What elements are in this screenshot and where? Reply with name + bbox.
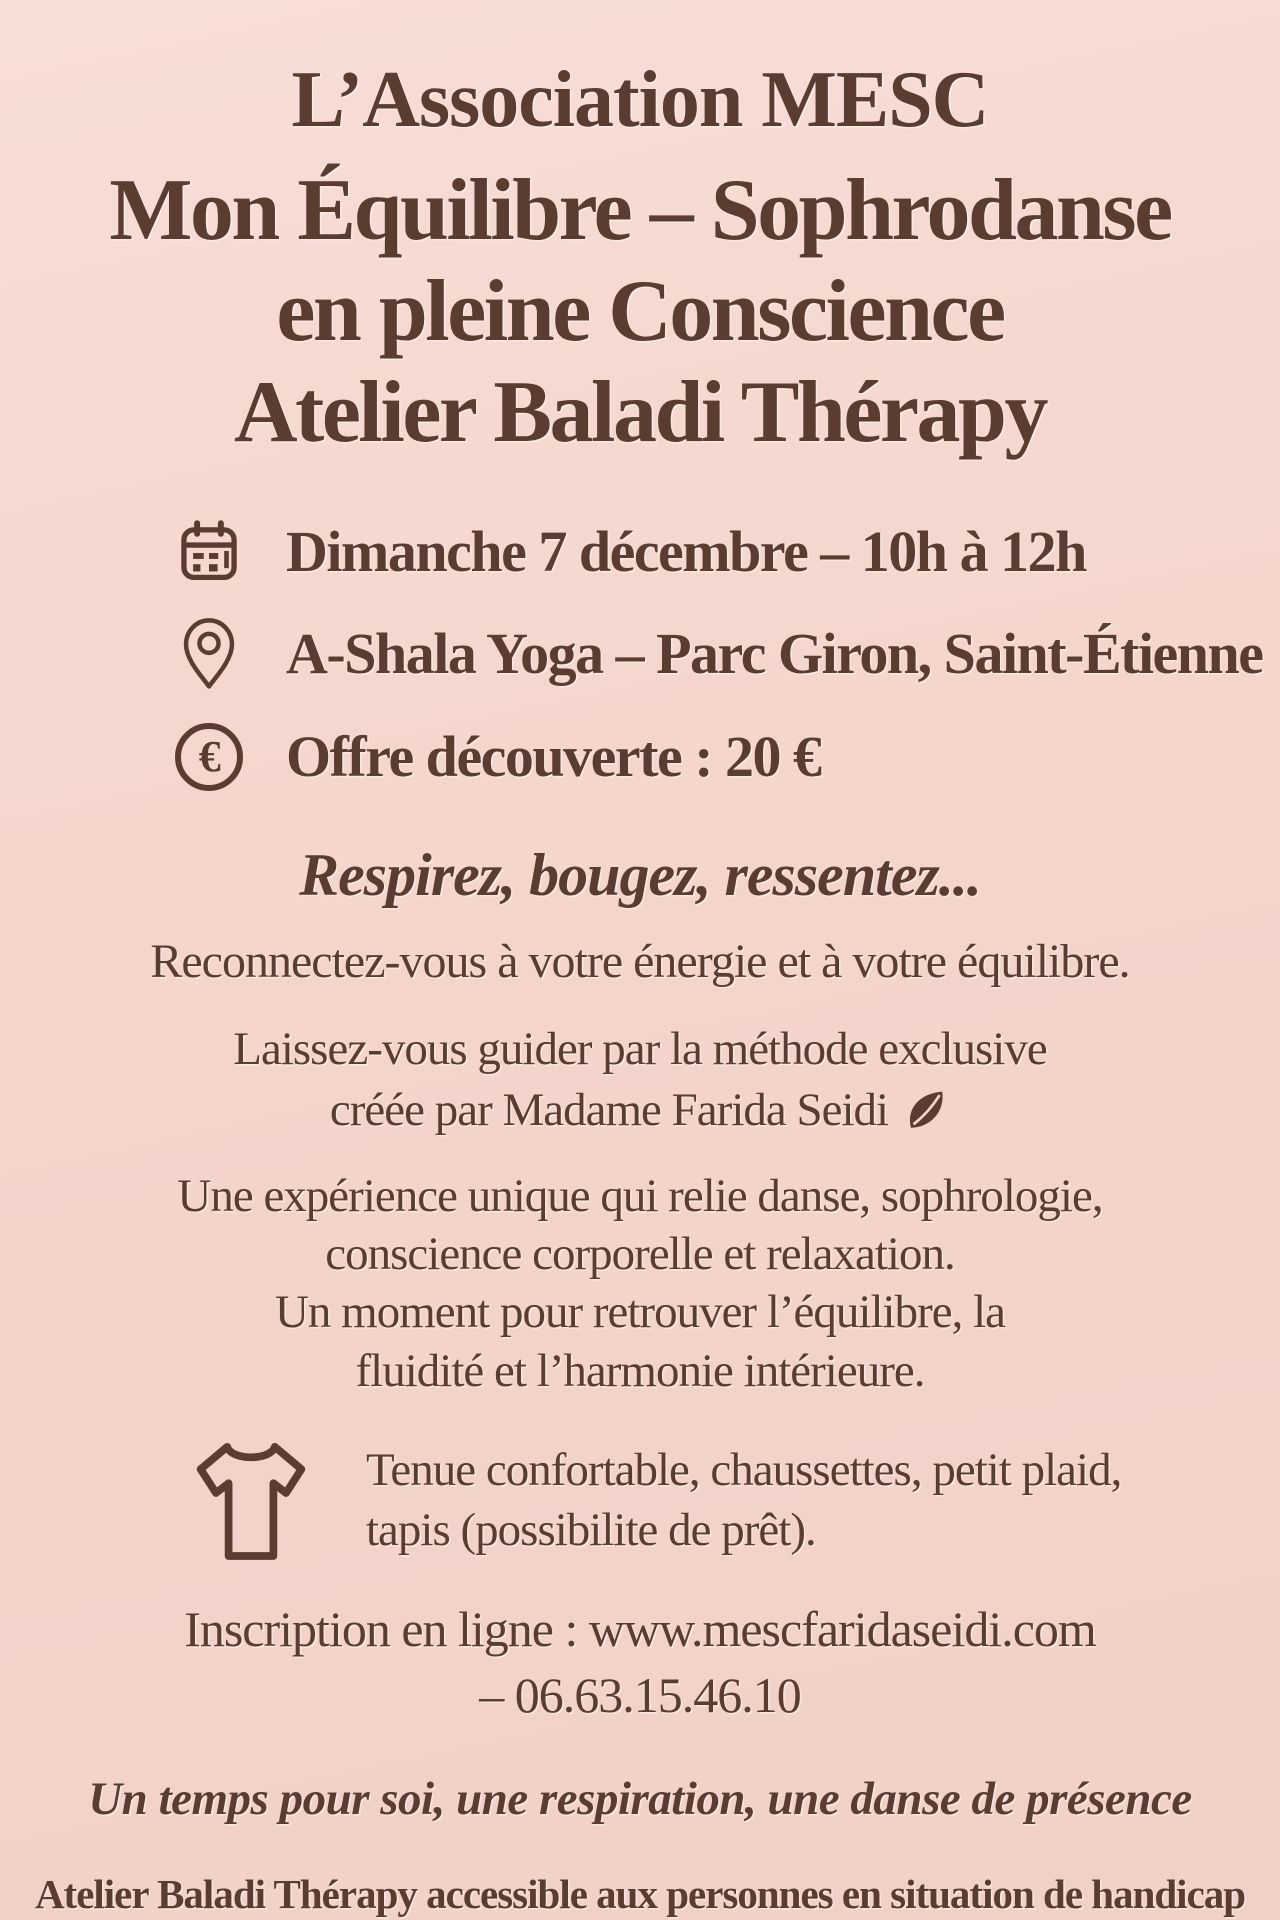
accessibility-text: Atelier Baladi Thérapy accessible aux personnes en situation de handicap — [34, 1870, 1246, 1917]
outfit-line-2: tapis (possibilite de prêt). — [366, 1503, 816, 1556]
price-row — [174, 723, 1263, 791]
location-text: A-Shala Yoga – Parc Giron, Saint-Étienne — [286, 621, 1263, 687]
experience-line-2: conscience corporelle et relaxation. — [325, 1228, 955, 1281]
tshirt-icon — [176, 1430, 326, 1570]
experience-line-4: fluidité et l’harmonie intérieure. — [355, 1344, 925, 1397]
method-line: Laissez-vous guider par la méthode exclusive — [233, 1022, 1047, 1075]
event-details — [174, 518, 1263, 791]
event-title-line-3: Atelier Baladi Thérapy — [234, 364, 1046, 462]
date-text: Dimanche 7 décembre – 10h à 12h — [286, 518, 1086, 584]
registration-text: Inscription en ligne : www.mescfaridaseidi.com — [184, 1600, 1096, 1657]
location-pin-icon — [174, 617, 244, 691]
outfit-text — [366, 1440, 1121, 1560]
experience-line-3: Un moment pour retrouver l’équilibre, la — [274, 1286, 1006, 1339]
price-text: Offre découverte : 20 € — [286, 724, 821, 790]
author-line — [330, 1080, 950, 1141]
outfit-row — [176, 1430, 1121, 1570]
calendar-icon — [174, 518, 244, 584]
author-text: créée par Madame Farida Seidi — [329, 1083, 889, 1136]
euro-icon: € — [174, 723, 244, 791]
method-paragraph — [233, 1019, 1046, 1141]
reconnect-text: Reconnectez-vous à votre énergie et à votre équilibre. — [150, 934, 1130, 988]
experience-line-1: Une expérience unique qui relie danse, sophrologie, — [177, 1169, 1103, 1222]
phone-text: – 06.63.15.46.10 — [479, 1666, 801, 1723]
outfit-line-1: Tenue confortable, chaussettes, petit plaid, — [366, 1443, 1122, 1496]
event-title-line-2: en pleine Conscience — [276, 263, 1004, 361]
date-row — [174, 518, 1263, 585]
tagline-text: Respirez, bougez, ressentez... — [299, 841, 981, 908]
leaf-icon — [901, 1084, 953, 1136]
closing-text: Un temps pour soi, une respiration, une danse de présence — [88, 1772, 1192, 1825]
org-title: L’Association MESC — [291, 56, 989, 144]
event-title — [109, 160, 1170, 464]
event-title-line-1: Mon Équilibre – Sophrodanse — [109, 162, 1171, 259]
experience-paragraph — [177, 1167, 1102, 1400]
location-row — [174, 617, 1263, 691]
